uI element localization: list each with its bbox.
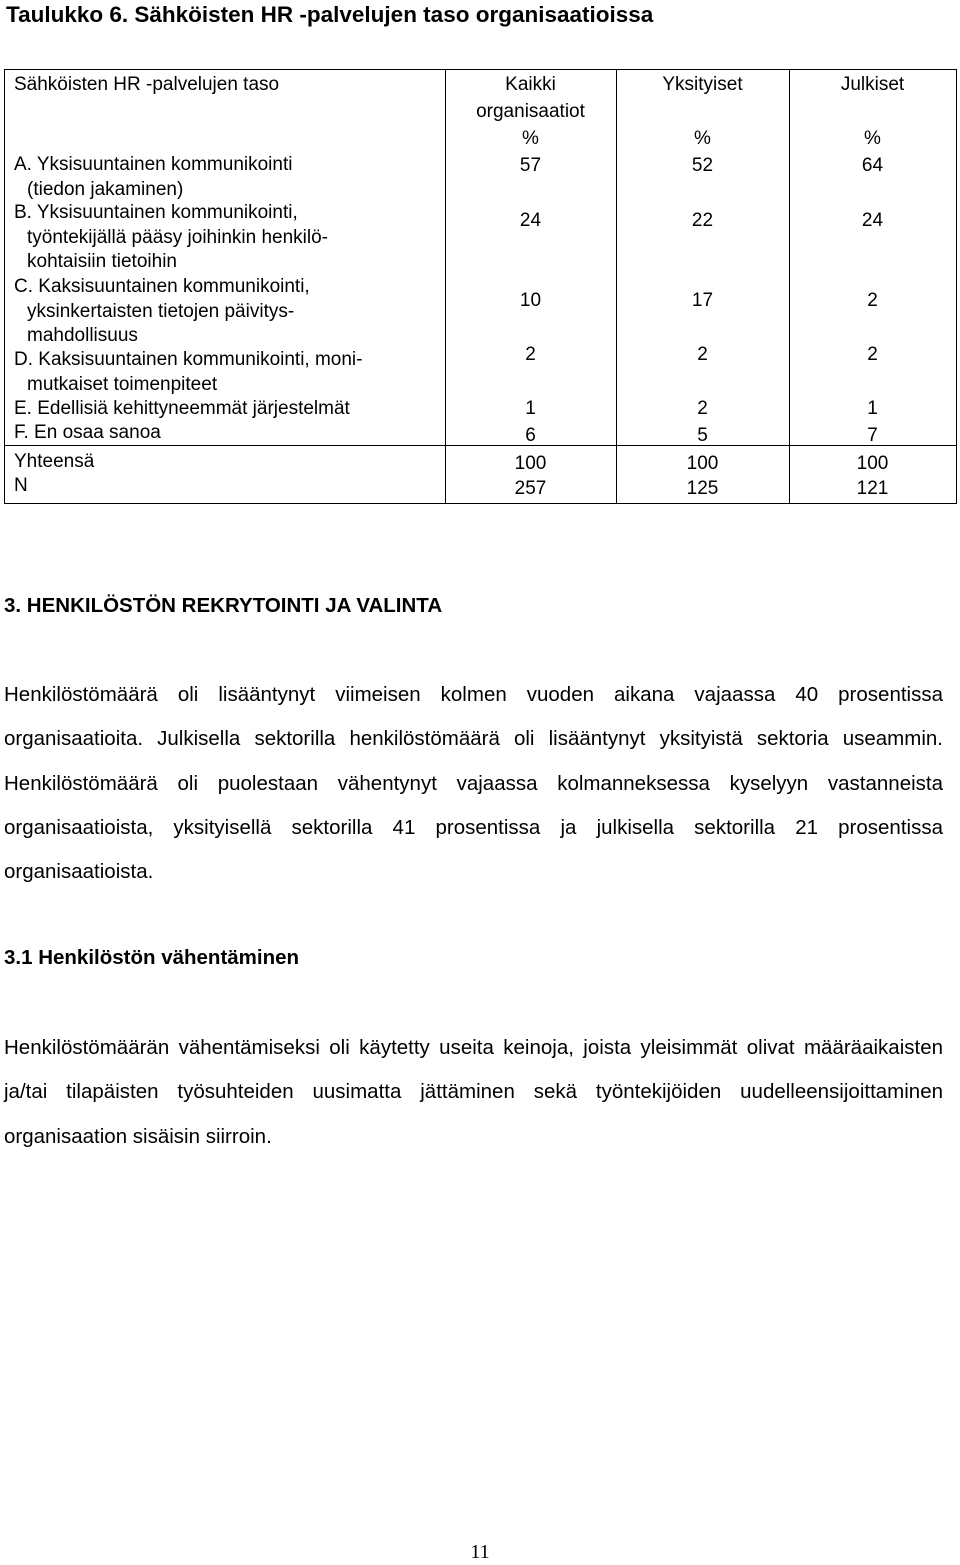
row-a-private: 52 (691, 155, 714, 176)
header-all-line1: Kaikki (505, 74, 556, 95)
row-c-all: 10 (519, 290, 542, 311)
unit-private: % (694, 128, 711, 149)
total-private: 100 (686, 453, 719, 474)
header-level: Sähköisten HR -palvelujen taso (14, 74, 280, 95)
header-private: Yksityiset (662, 74, 743, 95)
n-label: N (14, 475, 28, 496)
row-e-label: E. Edellisiä kehittyneemmät järjestelmät (14, 398, 350, 419)
section-heading-3: 3. HENKILÖSTÖN REKRYTOINTI JA VALINTA (4, 594, 443, 617)
row-a-public: 64 (861, 155, 884, 176)
total-label: Yhteensä (14, 451, 95, 472)
unit-all: % (522, 128, 539, 149)
row-d-label: D. Kaksisuuntainen kommunikointi, moni- mutkaiset toimenpiteet (14, 349, 363, 395)
section-3-paragraph: Henkilöstömäärä oli lisääntynyt viimeisen kolmen vuoden aikana vajaassa 40 prosentissa organisaatioita. Julkisella sektorilla henkilöstömäärä oli lisääntynyt yksityistä sektoria useammin. Henkilöstömäärä oli puolestaan vähentynyt vajaassa kolmanneksessa kyselyyn vastanneista organisaatioista, yksityisellä sektorilla 41 prosentissa ja julkisella sektorilla 21 prosentissa organisaatioista. (4, 683, 943, 884)
row-b-private: 22 (691, 210, 714, 231)
total-public: 100 (856, 453, 889, 474)
row-a-all: 57 (519, 155, 542, 176)
row-d-all: 2 (525, 344, 536, 365)
row-f-label: F. En osaa sanoa (14, 422, 161, 443)
unit-public: % (864, 128, 881, 149)
table-border-left (4, 69, 5, 504)
section-heading-3-1: 3.1 Henkilöstön vähentäminen (4, 946, 300, 969)
table-caption: Taulukko 6. Sähköisten HR -palvelujen taso organisaatioissa (6, 2, 654, 27)
row-c-private: 17 (691, 290, 714, 311)
row-f-public: 7 (867, 425, 878, 446)
row-f-all: 6 (525, 425, 536, 446)
page-number: 11 (470, 1541, 490, 1563)
row-d-public: 2 (867, 344, 878, 365)
row-c-label: C. Kaksisuuntainen kommunikointi, yksinkertaisten tietojen päivitys- mahdollisuus (14, 276, 310, 346)
row-c-public: 2 (867, 290, 878, 311)
table-border-bottom (4, 503, 957, 504)
row-a-label: A. Yksisuuntainen kommunikointi (tiedon jakaminen) (14, 154, 293, 200)
n-public: 121 (856, 478, 889, 499)
n-private: 125 (686, 478, 719, 499)
table-border-top (4, 69, 957, 70)
row-b-public: 24 (861, 210, 884, 231)
n-all: 257 (514, 478, 547, 499)
row-f-private: 5 (697, 425, 708, 446)
row-b-label: B. Yksisuuntainen kommunikointi, työntekijällä pääsy joihinkin henkilö- kohtaisiin tietoihin (14, 202, 329, 272)
row-e-public: 1 (867, 398, 878, 419)
section-3-1-paragraph: Henkilöstömäärän vähentämiseksi oli käytetty useita keinoja, joista yleisimmät olivat määräaikaisten ja/tai tilapäisten työsuhteiden uusimatta jättäminen sekä työntekijöiden uudelleensijoittaminen organisaation sisäisin siirroin. (4, 1036, 943, 1148)
total-all: 100 (514, 453, 547, 474)
row-b-all: 24 (519, 210, 542, 231)
header-all-line2: organisaatiot (476, 101, 585, 122)
header-public: Julkiset (840, 74, 905, 95)
hr-services-table (4, 69, 957, 504)
row-e-private: 2 (697, 398, 708, 419)
row-e-all: 1 (525, 398, 536, 419)
row-d-private: 2 (697, 344, 708, 365)
table-border-right (956, 69, 957, 504)
